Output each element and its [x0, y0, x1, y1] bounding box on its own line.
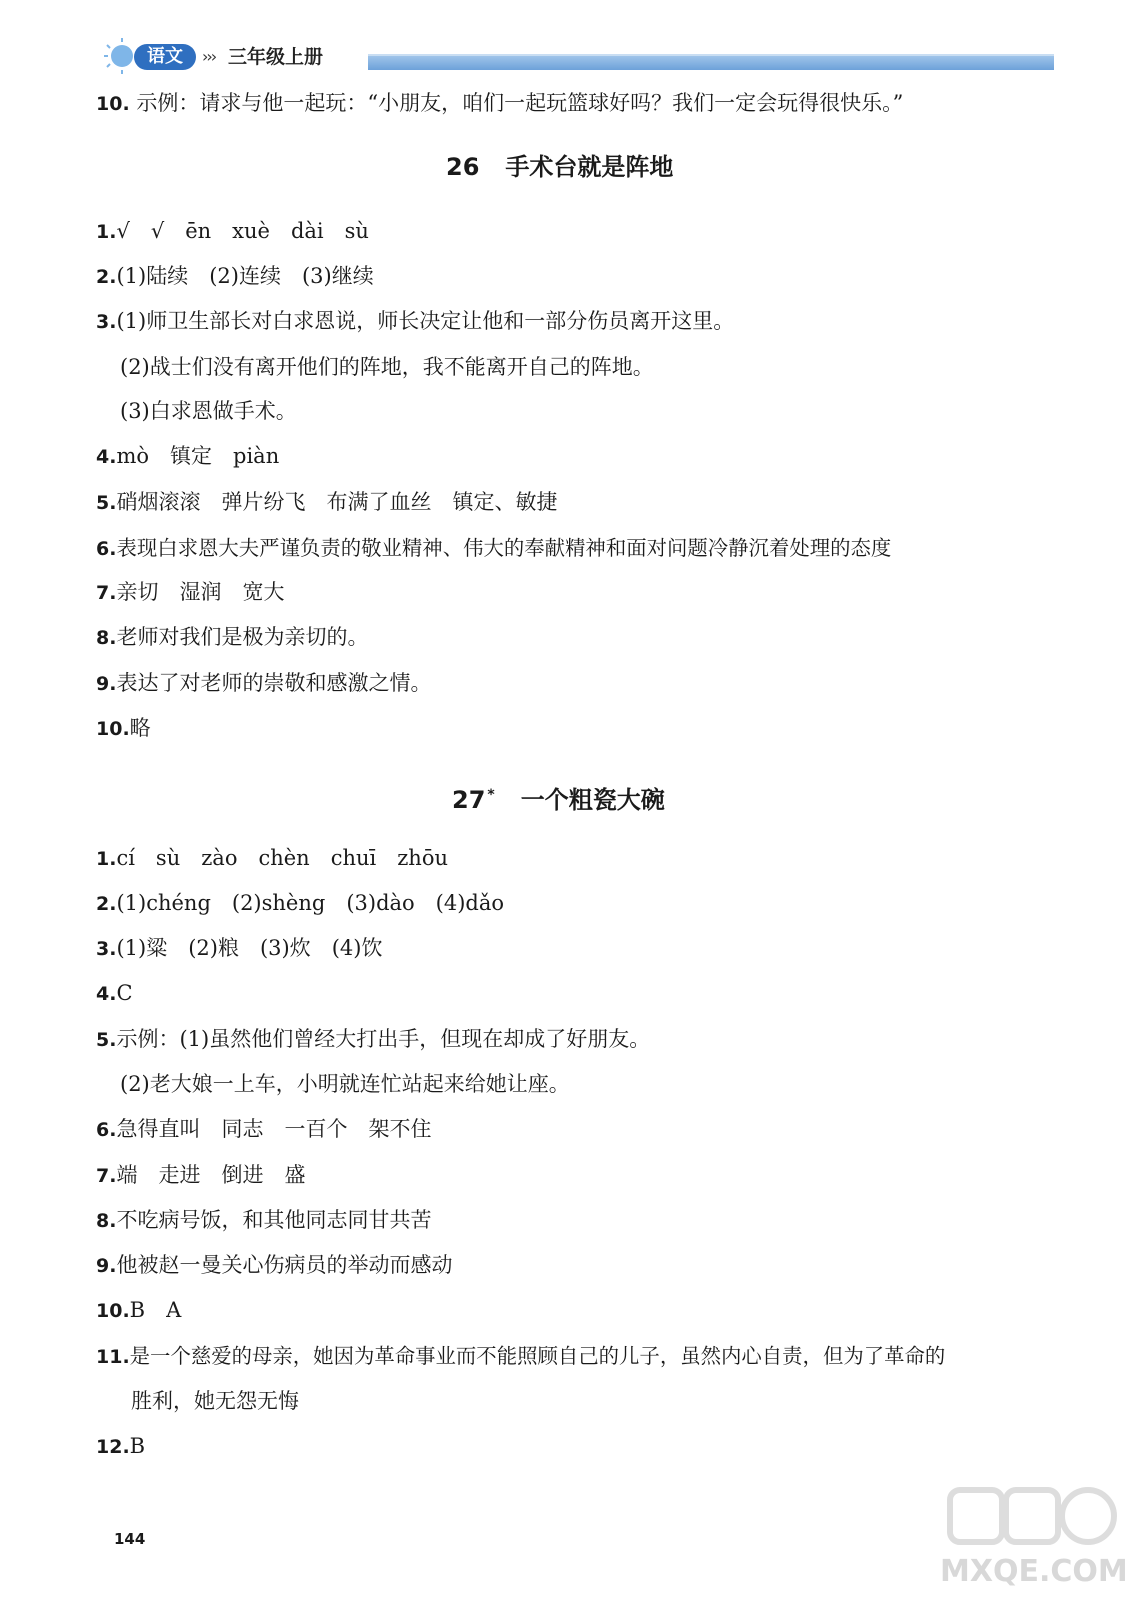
item-number: 2. — [96, 893, 117, 915]
item-text: (1)陆续 (2)连续 (3)继续 — [116, 264, 374, 288]
answer-item — [96, 216, 369, 247]
item-text: 硝烟滚滚 弹片纷飞 布满了血丝 镇定、敏捷 — [116, 490, 558, 514]
answer-item — [96, 1341, 945, 1372]
page-number: 144 — [114, 1530, 146, 1548]
answer-item — [96, 668, 431, 699]
item-text: B — [129, 1434, 146, 1458]
section-heading: 一个粗瓷大碗 — [520, 786, 665, 814]
answer-item — [96, 843, 448, 874]
answer-item — [96, 1205, 431, 1236]
item-text: C — [116, 981, 133, 1005]
subject-badge: 语文 — [134, 44, 196, 70]
answer-item — [96, 1160, 305, 1191]
item-text: (2)老大娘一上车，小明就连忙站起来给她让座。 — [120, 1072, 570, 1096]
item-text: (2)战士们没有离开他们的阵地，我不能离开自己的阵地。 — [120, 355, 654, 379]
item-text: √ √ ēn xuè dài sù — [116, 219, 369, 243]
section-number: 26 — [446, 153, 480, 181]
item-text: 亲切 湿润 宽大 — [116, 580, 285, 604]
section-title-26 — [446, 150, 673, 184]
item-text: 老师对我们是极为亲切的。 — [116, 625, 369, 649]
answer-item — [96, 622, 368, 653]
item-text: cí sù zào chèn chuī zhōu — [116, 846, 448, 870]
watermark-icon — [940, 1482, 1120, 1562]
answer-item — [96, 577, 284, 608]
item-number: 8. — [96, 627, 117, 649]
answer-item — [96, 306, 734, 337]
item-text: (1)粱 (2)粮 (3)炊 (4)饮 — [116, 936, 383, 960]
item-number: 6. — [96, 1119, 117, 1141]
item-number: 5. — [96, 492, 117, 514]
item-number: 4. — [96, 446, 117, 468]
answer-item — [96, 1114, 431, 1145]
item-number: 10. — [96, 93, 130, 115]
item-text: 不吃病号饭，和其他同志同甘共苦 — [116, 1208, 432, 1232]
answer-item-continued — [131, 1386, 299, 1417]
grade-label: 三年级上册 — [228, 46, 324, 68]
answer-item — [96, 978, 133, 1009]
answer-item — [96, 713, 151, 744]
page-header — [96, 36, 1054, 80]
item-number: 9. — [96, 673, 117, 695]
answer-item — [120, 396, 297, 427]
item-text: 表达了对老师的崇敬和感激之情。 — [116, 671, 432, 695]
item-number: 1. — [96, 848, 117, 870]
item-number: 3. — [96, 311, 117, 333]
optional-star: * — [487, 787, 495, 803]
answer-item — [96, 533, 891, 564]
item-text: 示例：(1)虽然他们曾经大打出手，但现在却成了好朋友。 — [116, 1027, 651, 1051]
watermark-logo — [940, 1482, 1128, 1592]
item-number: 9. — [96, 1255, 117, 1277]
item-text: 是一个慈爱的母亲，她因为革命事业而不能照顾自己的儿子，虽然内心自责，但为了革命的 — [129, 1344, 946, 1368]
item-text: 端 走进 倒进 盛 — [116, 1163, 306, 1187]
item-number: 2. — [96, 266, 117, 288]
item-text: 胜利，她无怨无悔 — [131, 1389, 299, 1413]
watermark-text: MXQE.COM — [940, 1554, 1128, 1589]
item-text: (3)白求恩做手术。 — [120, 399, 297, 423]
answer-item — [96, 88, 903, 119]
item-number: 10. — [96, 718, 130, 740]
item-text: (1)chéng (2)shèng (3)dào (4)dǎo — [116, 891, 505, 915]
section-number-text: 27 — [452, 786, 486, 814]
item-number: 8. — [96, 1210, 117, 1232]
answer-item — [120, 352, 654, 383]
item-number: 12. — [96, 1436, 130, 1458]
answer-item — [96, 1024, 650, 1055]
item-text: 略 — [129, 716, 151, 740]
answer-item — [96, 487, 557, 518]
item-text: 表现白求恩大夫严谨负责的敬业精神、伟大的奉献精神和面对问题冷静沉着处理的态度 — [116, 536, 892, 560]
item-text: B A — [129, 1298, 182, 1322]
item-number: 7. — [96, 1165, 117, 1187]
item-text: mò 镇定 piàn — [116, 444, 280, 468]
item-number: 6. — [96, 538, 117, 560]
item-text: 他被赵一曼关心伤病员的举动而感动 — [116, 1253, 453, 1277]
sun-icon — [102, 38, 138, 74]
item-number: 1. — [96, 221, 117, 243]
answer-item — [96, 933, 382, 964]
section-heading: 手术台就是阵地 — [505, 153, 674, 181]
header-arrows: ››› — [202, 47, 216, 66]
item-number: 5. — [96, 1029, 117, 1051]
section-title-27 — [452, 778, 665, 817]
answer-item — [120, 1069, 570, 1100]
answer-item — [96, 1250, 452, 1281]
answer-item — [96, 888, 504, 919]
answer-item — [96, 441, 279, 472]
item-number: 4. — [96, 983, 117, 1005]
item-text: (1)师卫生部长对白求恩说，师长决定让他和一部分伤员离开这里。 — [116, 309, 735, 333]
answer-item — [96, 261, 374, 292]
answer-item — [96, 1431, 145, 1462]
answer-item — [96, 1295, 181, 1326]
item-text: 急得直叫 同志 一百个 架不住 — [116, 1117, 432, 1141]
item-text: 示例：请求与他一起玩：“小朋友，咱们一起玩篮球好吗？我们一定会玩得很快乐。” — [136, 91, 904, 115]
item-number: 11. — [96, 1346, 130, 1368]
header-bar — [368, 54, 1054, 70]
section-number — [452, 778, 495, 817]
item-number: 7. — [96, 582, 117, 604]
item-number: 3. — [96, 938, 117, 960]
item-number: 10. — [96, 1300, 130, 1322]
